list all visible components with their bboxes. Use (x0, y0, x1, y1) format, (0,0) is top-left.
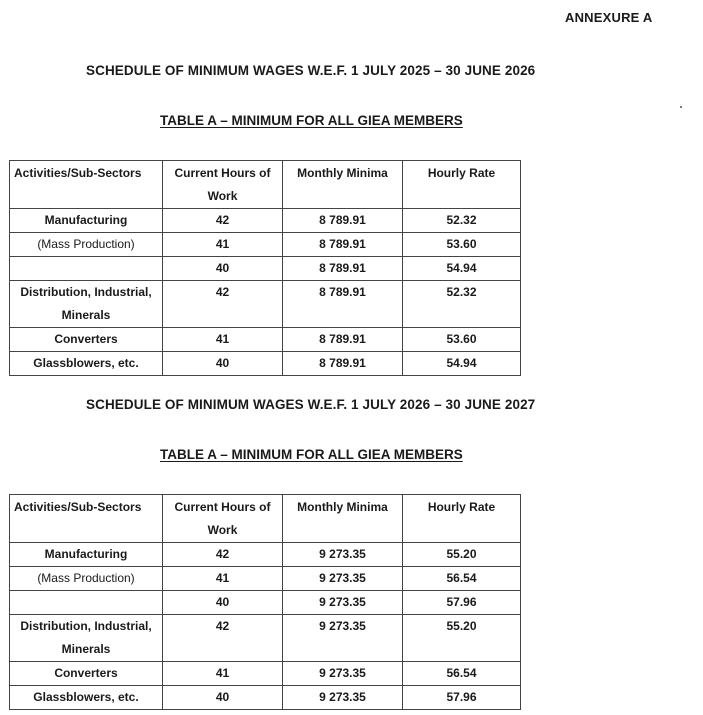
header-activities: Activities/Sub-Sectors (10, 495, 163, 543)
cell-monthly: 8 789.91 (283, 352, 403, 376)
cell-hourly: 52.32 (403, 281, 521, 328)
header-hourly: Hourly Rate (403, 161, 521, 209)
schedule-title-2025: SCHEDULE OF MINIMUM WAGES W.E.F. 1 JULY 2025 – 30 JUNE 2026 (86, 63, 536, 78)
table-row (10, 615, 521, 662)
cell-hours: 41 (163, 567, 283, 591)
table-row (10, 352, 521, 376)
cell-hours: 42 (163, 209, 283, 233)
table-row (10, 567, 521, 591)
scan-speck (680, 106, 682, 108)
cell-hourly: 53.60 (403, 233, 521, 257)
table-row (10, 591, 521, 615)
cell-hourly: 53.60 (403, 328, 521, 352)
cell-hourly: 54.94 (403, 257, 521, 281)
cell-activity: Distribution, Industrial, Minerals (10, 615, 163, 662)
table-title-2025: TABLE A – MINIMUM FOR ALL GIEA MEMBERS (160, 113, 463, 128)
table-row (10, 543, 521, 567)
schedule-title-2026: SCHEDULE OF MINIMUM WAGES W.E.F. 1 JULY 2026 – 30 JUNE 2027 (86, 397, 536, 412)
cell-hours: 41 (163, 662, 283, 686)
table-header-row (10, 161, 521, 209)
table-row (10, 257, 521, 281)
cell-activity: Glassblowers, etc. (10, 352, 163, 376)
table-header-row (10, 495, 521, 543)
cell-hours: 40 (163, 591, 283, 615)
cell-monthly: 8 789.91 (283, 233, 403, 257)
cell-activity (10, 257, 163, 281)
table-row (10, 328, 521, 352)
cell-activity: Manufacturing (10, 209, 163, 233)
cell-monthly: 8 789.91 (283, 209, 403, 233)
header-monthly: Monthly Minima (283, 161, 403, 209)
cell-monthly: 9 273.35 (283, 567, 403, 591)
header-hourly: Hourly Rate (403, 495, 521, 543)
header-hours: Current Hours of Work (163, 495, 283, 543)
table-row (10, 209, 521, 233)
cell-hours: 42 (163, 543, 283, 567)
annexure-label: ANNEXURE A (565, 10, 653, 25)
cell-hours: 40 (163, 352, 283, 376)
cell-activity: Glassblowers, etc. (10, 686, 163, 710)
cell-hourly: 55.20 (403, 615, 521, 662)
cell-hours: 40 (163, 257, 283, 281)
cell-monthly: 9 273.35 (283, 543, 403, 567)
cell-hourly: 56.54 (403, 662, 521, 686)
cell-activity: (Mass Production) (10, 233, 163, 257)
cell-activity: (Mass Production) (10, 567, 163, 591)
cell-monthly: 8 789.91 (283, 281, 403, 328)
cell-activity: Manufacturing (10, 543, 163, 567)
cell-monthly: 9 273.35 (283, 591, 403, 615)
cell-monthly: 9 273.35 (283, 662, 403, 686)
cell-hourly: 54.94 (403, 352, 521, 376)
cell-monthly: 8 789.91 (283, 328, 403, 352)
cell-hourly: 56.54 (403, 567, 521, 591)
cell-hours: 42 (163, 281, 283, 328)
table-title-2026: TABLE A – MINIMUM FOR ALL GIEA MEMBERS (160, 447, 463, 462)
table-row (10, 686, 521, 710)
table-row (10, 662, 521, 686)
cell-hourly: 52.32 (403, 209, 521, 233)
table-row (10, 281, 521, 328)
cell-hours: 40 (163, 686, 283, 710)
cell-hours: 42 (163, 615, 283, 662)
cell-hourly: 57.96 (403, 591, 521, 615)
cell-activity: Converters (10, 328, 163, 352)
cell-hourly: 55.20 (403, 543, 521, 567)
cell-activity: Distribution, Industrial, Minerals (10, 281, 163, 328)
table-row (10, 233, 521, 257)
cell-monthly: 9 273.35 (283, 615, 403, 662)
wages-table-2025 (9, 160, 521, 376)
cell-activity (10, 591, 163, 615)
header-activities: Activities/Sub-Sectors (10, 161, 163, 209)
cell-hours: 41 (163, 233, 283, 257)
cell-hourly: 57.96 (403, 686, 521, 710)
header-hours: Current Hours of Work (163, 161, 283, 209)
cell-hours: 41 (163, 328, 283, 352)
cell-monthly: 9 273.35 (283, 686, 403, 710)
wages-table-2026 (9, 494, 521, 710)
header-monthly: Monthly Minima (283, 495, 403, 543)
cell-activity: Converters (10, 662, 163, 686)
cell-monthly: 8 789.91 (283, 257, 403, 281)
